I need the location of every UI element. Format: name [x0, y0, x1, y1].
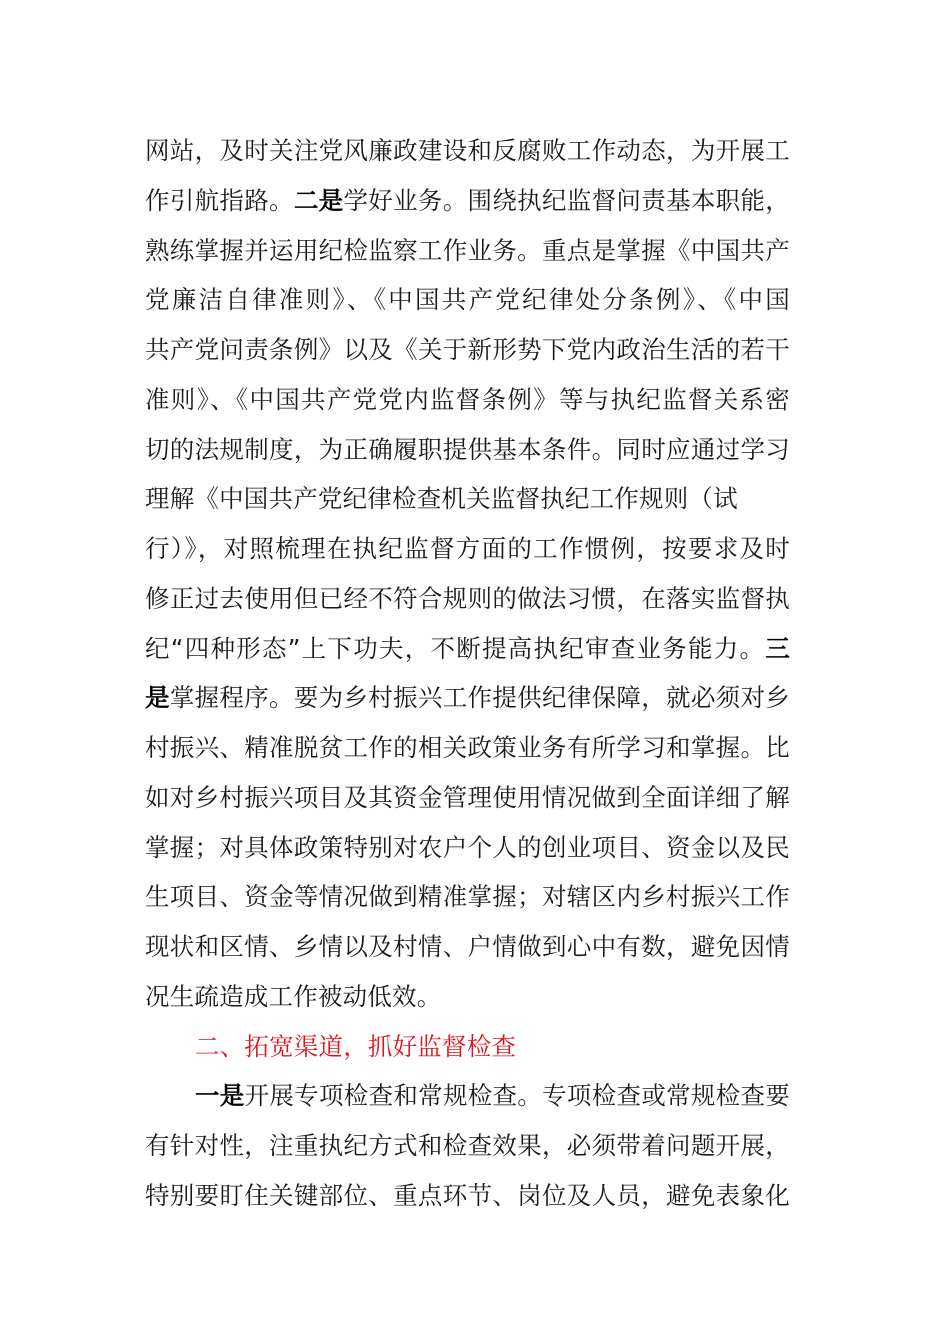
text-line: 熟练掌握并运用纪检监察工作业务。重点是掌握《中国共产: [145, 236, 790, 265]
text-line: [145, 678, 790, 718]
text-line: 掌握；对具体政策特别对农户个人的创业项目、资金以及民: [145, 833, 790, 862]
bold-lead-phrase: 是: [145, 683, 170, 712]
text-line: 有针对性，注重执纪方式和检查效果，必须带着问题开展，: [145, 1131, 790, 1160]
text-line: 如对乡村振兴项目及其资金管理使用情况做到全面详细了解: [145, 783, 790, 812]
text-line: 切的法规制度，为正确履职提供基本条件。同时应通过学习: [145, 435, 790, 464]
text-run: 掌握程序。要为乡村振兴工作提供纪律保障，就必须对乡: [169, 683, 790, 712]
bold-lead-phrase: 二是: [293, 186, 344, 215]
text-run: 学好业务。围绕执纪监督问责基本职能，: [343, 186, 790, 215]
text-line: 行）》，对照梳理在执纪监督方面的工作惯例，按要求及时: [145, 534, 790, 563]
section-heading: 二、拓宽渠道，抓好监督检查: [195, 1032, 517, 1061]
text-line: 生项目、资金等情况做到精准掌握；对辖区内乡村振兴工作: [145, 882, 790, 911]
text-line: 现状和区情、乡情以及村情、户情做到心中有数，避免因情: [145, 932, 790, 961]
text-line: 网站，及时关注党风廉政建设和反腐败工作动态，为开展工: [145, 136, 790, 165]
bold-lead-phrase: 一是: [195, 1081, 245, 1110]
text-line: [145, 181, 790, 221]
text-line: [195, 1076, 790, 1116]
text-line: [145, 629, 790, 669]
text-line: 修正过去使用但已经不符合规则的做法习惯，在落实监督执: [145, 584, 790, 613]
text-line: 村振兴、精准脱贫工作的相关政策业务有所学习和掌握。比: [145, 733, 790, 762]
bold-lead-phrase: 三: [765, 634, 790, 663]
text-line: 准则》、《中国共产党党内监督条例》等与执纪监督关系密: [145, 385, 790, 414]
text-line: 况生疏造成工作被动低效。: [145, 982, 442, 1011]
text-run: 开展专项检查和常规检查。专项检查或常规检查要: [244, 1081, 790, 1110]
text-line: 共产党问责条例》以及《关于新形势下党内政治生活的若干: [145, 335, 790, 364]
text-line: 党廉洁自律准则》、《中国共产党纪律处分条例》、《中国: [145, 285, 790, 314]
text-line: 特别要盯住关键部位、重点环节、岗位及人员，避免表象化: [145, 1181, 790, 1210]
text-line: 理解《中国共产党纪律检查机关监督执纪工作规则（试: [145, 484, 738, 513]
text-run: 纪“四种形态”上下功夫，不断提高执纪审查业务能力。: [145, 634, 766, 663]
text-run: 作引航指路。: [145, 186, 294, 215]
